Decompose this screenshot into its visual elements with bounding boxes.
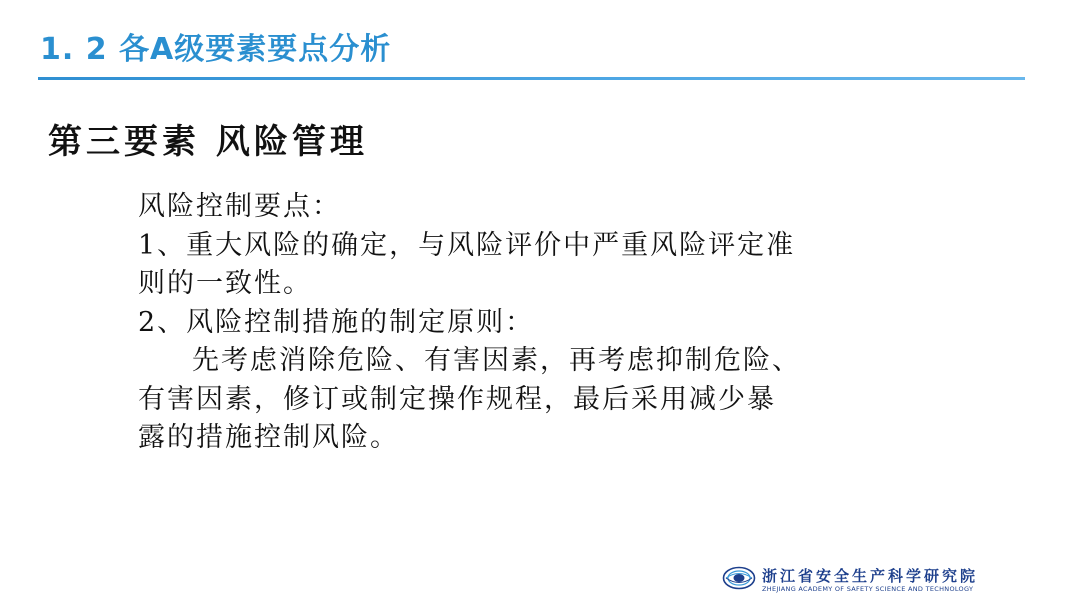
body-line-item-1-cont: 则的一致性。 — [138, 268, 312, 299]
body-line-paragraph-cont: 有害因素，修订或制定操作规程，最后采用减少暴 — [138, 383, 776, 415]
body-line-paragraph-start: 先考虑消除危险、有害因素，再考虑抑制危险、 — [192, 345, 801, 376]
org-name-english: ZHEJIANG ACADEMY OF SAFETY SCIENCE AND TECHNOLOGY — [762, 585, 974, 593]
academy-emblem-icon — [722, 566, 756, 590]
body-line-subheading: 风险控制要点： — [138, 191, 341, 222]
footer-logo — [722, 563, 1022, 597]
body-text — [138, 188, 858, 458]
body-line-item-2: 2、风险控制措施的制定原则： — [138, 306, 535, 338]
slide-title: 1. 2 各A级要素要点分析 — [40, 32, 392, 67]
title-divider — [38, 77, 1025, 80]
body-line-item-1: 1、重大风险的确定，与风险评价中严重风险评定准 — [138, 229, 796, 261]
body-line-paragraph-end: 露的措施控制风险。 — [138, 422, 399, 453]
org-name-chinese: 浙江省安全生产科学研究院 — [762, 567, 979, 585]
section-heading: 第三要素 风险管理 — [48, 122, 368, 162]
